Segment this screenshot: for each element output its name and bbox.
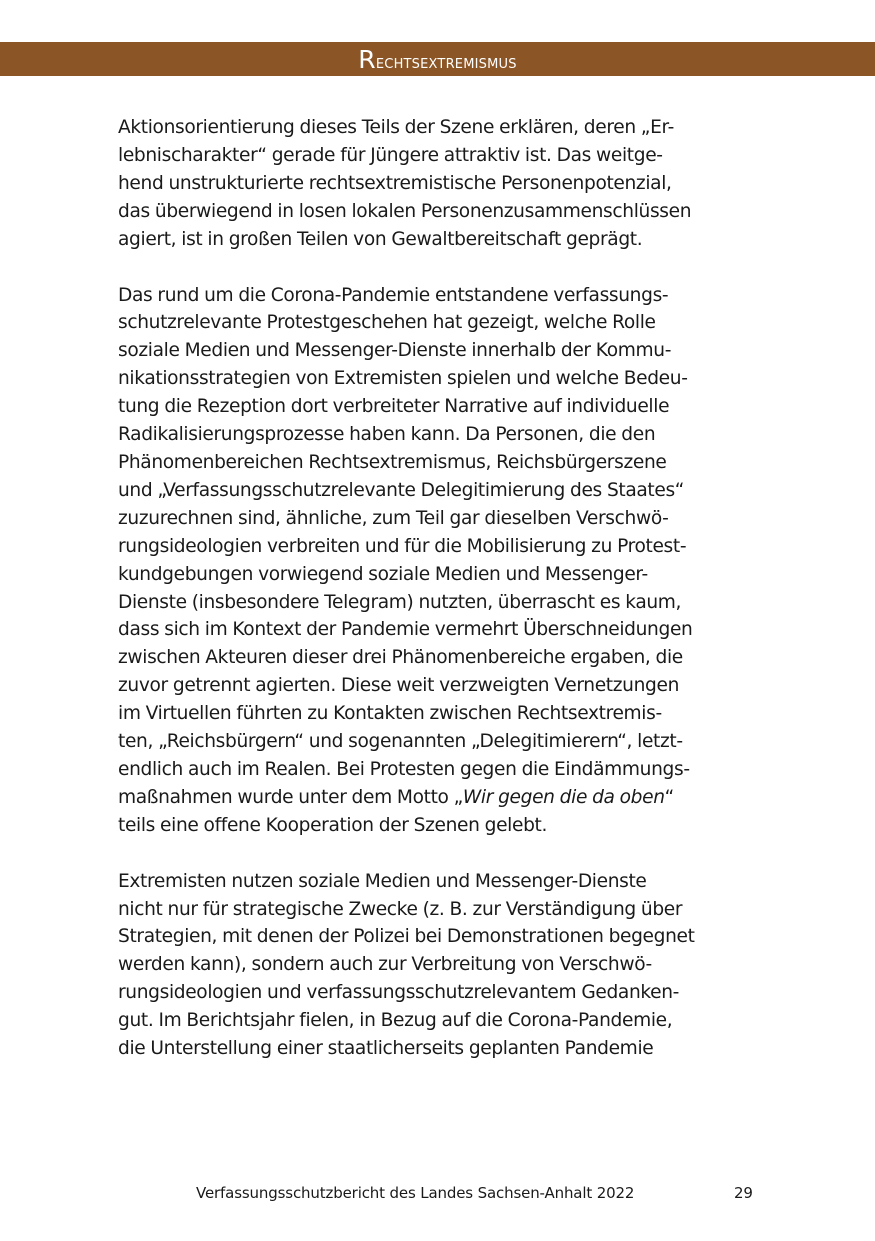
text-line: die Unterstellung einer staatlicherseits geplanten Pandemie: [118, 1038, 654, 1060]
text-line: Radikalisierungsprozesse haben kann. Da Personen, die den: [118, 424, 656, 446]
paragraph-3: [118, 868, 758, 1063]
section-title-rest: echtsextremismus: [375, 51, 517, 73]
text-line: tung die Rezeption dort verbreiteter Narrative auf individuelle: [118, 396, 670, 418]
text-line: zwischen Akteuren dieser drei Phänomenbereiche ergaben, die: [118, 647, 683, 669]
text-line: rungsideologien verbreiten und für die Mobilisierung zu Protest-: [118, 535, 687, 557]
text-line: und „Verfassungsschutzrelevante Delegitimierung des Staates“: [118, 479, 685, 501]
text-line: Aktionsorientierung dieses Teils der Szene erklären, deren „Er-: [118, 117, 674, 138]
text-line: im Virtuellen führten zu Kontakten zwischen Rechtsextremis-: [118, 703, 662, 725]
text-line: rungsideologien und verfassungsschutzrelevantem Gedanken-: [118, 982, 680, 1004]
motto-line: [118, 784, 758, 812]
text-line: Extremisten nutzen soziale Medien und Messenger-Dienste: [118, 870, 647, 892]
text-line: teils eine offene Kooperation der Szenen gelebt.: [118, 814, 548, 836]
section-header-band: [0, 42, 875, 76]
text-line: soziale Medien und Messenger-Dienste innerhalb der Kommu-: [118, 340, 672, 362]
text-line: nikationsstrategien von Extremisten spielen und welche Bedeu-: [118, 368, 688, 390]
text-line: Das rund um die Corona-Pandemie entstandene verfassungs-: [118, 284, 669, 306]
text-line: schutzrelevante Protestgeschehen hat gezeigt, welche Rolle: [118, 312, 656, 334]
motto-line-after: “: [664, 786, 674, 808]
section-title-initial: R: [358, 45, 376, 74]
text-line: lebnischarakter“ gerade für Jüngere attraktiv ist. Das weitge-: [118, 144, 663, 166]
motto-line-before: maßnahmen wurde unter dem Motto „: [118, 786, 463, 808]
text-line: dass sich im Kontext der Pandemie vermehrt Überschneidungen: [118, 619, 693, 641]
page-footer: [0, 1184, 875, 1208]
text-line: nicht nur für strategische Zwecke (z. B. zur Verständigung über: [118, 898, 683, 920]
text-line: zuzurechnen sind, ähnliche, zum Teil gar dieselben Verschwö-: [118, 507, 669, 529]
section-title: [0, 42, 875, 76]
footer-publication: Verfassungsschutzbericht des Landes Sachsen-Anhalt 2022: [196, 1184, 635, 1202]
paragraph-2: [118, 282, 758, 840]
motto-italic: Wir gegen die da oben: [462, 786, 665, 808]
page-number: 29: [734, 1184, 753, 1202]
text-line: Phänomenbereichen Rechtsextremismus, Reichsbürgerszene: [118, 451, 667, 473]
text-line: ten, „Reichsbürgern“ und sogenannten „Delegitimierern“, letzt-: [118, 731, 683, 753]
body-text: [118, 114, 758, 1063]
text-line: werden kann), sondern auch zur Verbreitung von Verschwö-: [118, 954, 652, 976]
text-line: Strategien, mit denen der Polizei bei Demonstrationen begegnet: [118, 926, 695, 948]
text-line: Dienste (insbesondere Telegram) nutzten, überrascht es kaum,: [118, 591, 682, 613]
text-line: hend unstrukturierte rechtsextremistische Personenpotenzial,: [118, 172, 672, 194]
text-line: das überwiegend in losen lokalen Personenzusammenschlüssen: [118, 200, 692, 222]
text-line: gut. Im Berichtsjahr fielen, in Bezug auf die Corona-Pandemie,: [118, 1010, 673, 1032]
text-line: zuvor getrennt agierten. Diese weit verzweigten Vernetzungen: [118, 675, 680, 697]
paragraph-1: [118, 114, 758, 254]
text-line: endlich auch im Realen. Bei Protesten gegen die Eindämmungs-: [118, 758, 690, 780]
text-line: kundgebungen vorwiegend soziale Medien und Messenger-: [118, 563, 648, 585]
text-line: agiert, ist in großen Teilen von Gewaltbereitschaft geprägt.: [118, 228, 643, 250]
